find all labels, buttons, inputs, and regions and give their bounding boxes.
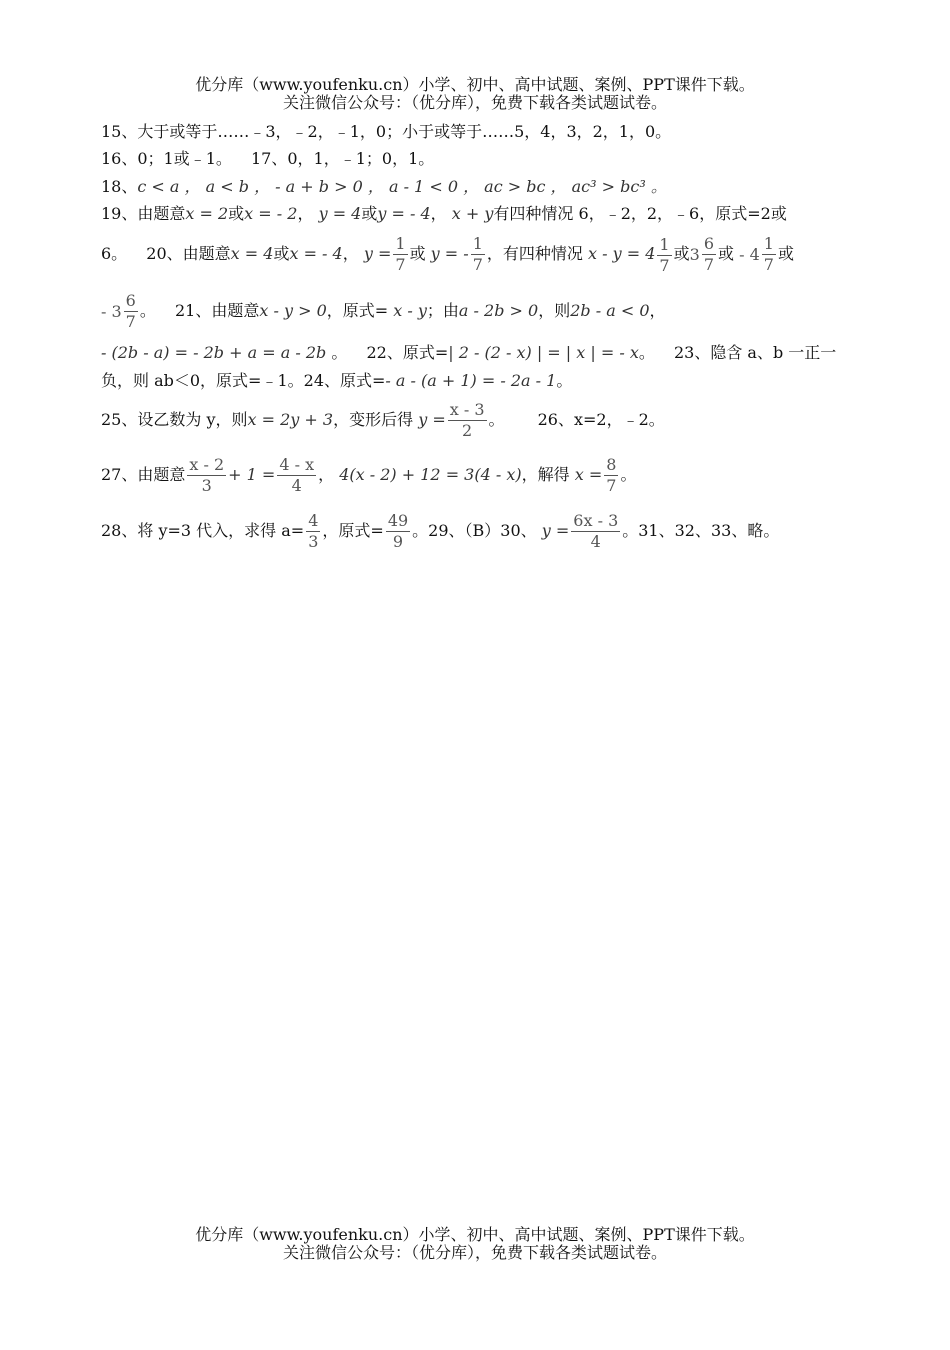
fraction-1-7: $\frac{1}{7}$ [763, 234, 774, 274]
page-header [0, 76, 950, 112]
fraction-6-7: $\frac{6}{7}$ [703, 234, 714, 274]
header-line-2: 关注微信公众号：（优分库），免费下载各类试题试卷。 [282, 93, 667, 112]
answer-16-17: 16、0；1或﹣1。 17、0，1，﹣1；0，1。 [101, 149, 435, 168]
fraction-1-7: $\frac{1}{7}$ [472, 234, 483, 274]
page-footer [0, 1226, 950, 1262]
answer-22-23: - (2b - a) = - 2b + a = a - 2b 。 22、原式=| 2 - (2 - x) | = | x | = - x。 23、隐含 a、b 一正一 [101, 343, 837, 362]
fraction-6-7: $\frac{6}{7}$ [125, 291, 136, 331]
answer-24: 负，则 ab＜0，原式=﹣1。24、原式=- a - (a + 1) = - 2a - 1。 [101, 371, 573, 390]
answer-15: 15、大于或等于……﹣3，﹣2，﹣1，0；小于或等于……5，4，3，2，1，0。 [101, 122, 672, 141]
fraction-x-3-over-2: $\frac{x - 3}{2}$ [449, 400, 485, 440]
answer-27: 27、由题意 $\frac{x - 2}{3}$ + 1 = $\frac{4 - x}{4}$ ， 4(x - 2) + 12 = 3(4 - x)，解得 x = $\frac{8}{7}$ 。 [101, 455, 637, 495]
answer-20: 6。 20、由题意x = 4或x = - 4， y = $\frac{1}{7}$ 或 y = - $\frac{1}{7}$ ，有四种情况 x - y = 4 $\frac{1}{7}$ 或3 $\frac{6}{7}$ 或 - 4 $\frac{1}{7}$ 或 [101, 234, 794, 275]
answer-19: 19、由题意x = 2或x = - 2， y = 4或y = - 4， x + y有四种情况 6，﹣2，2，﹣6，原式=2或 [101, 204, 787, 223]
fraction-1-7: $\frac{1}{7}$ [659, 234, 670, 275]
fraction-1-7: $\frac{1}{7}$ [395, 234, 406, 274]
answer-28-33: 28、将 y=3 代入，求得 a= $\frac{4}{3}$ ，原式= $\frac{49}{9}$ 。29、（B）30、 y = $\frac{6x - 3}{4}$ 。31、32、33、略。 [101, 511, 780, 551]
answer-25-26: 25、设乙数为 y，则x = 2y + 3，变形后得 y = $\frac{x - 3}{2}$ 。 26、x=2，﹣2。 [101, 400, 665, 440]
footer-line-1: 优分库（www.youfenku.cn）小学、初中、高中试题、案例、PPT课件下载。 [195, 1225, 755, 1244]
answer-18: 18、c < a ， a < b ， - a + b > 0 ， a - 1 < 0 ， ac > bc ， ac³ > bc³ 。 [101, 177, 667, 196]
footer-line-2: 关注微信公众号：（优分库），免费下载各类试题试卷。 [282, 1243, 667, 1262]
answer-21: - 3 $\frac{6}{7}$ 。 21、由题意x - y > 0，原式= x - y；由a - 2b > 0，则2b - a < 0， [101, 291, 666, 331]
header-line-1: 优分库（www.youfenku.cn）小学、初中、高中试题、案例、PPT课件下载。 [195, 75, 755, 94]
